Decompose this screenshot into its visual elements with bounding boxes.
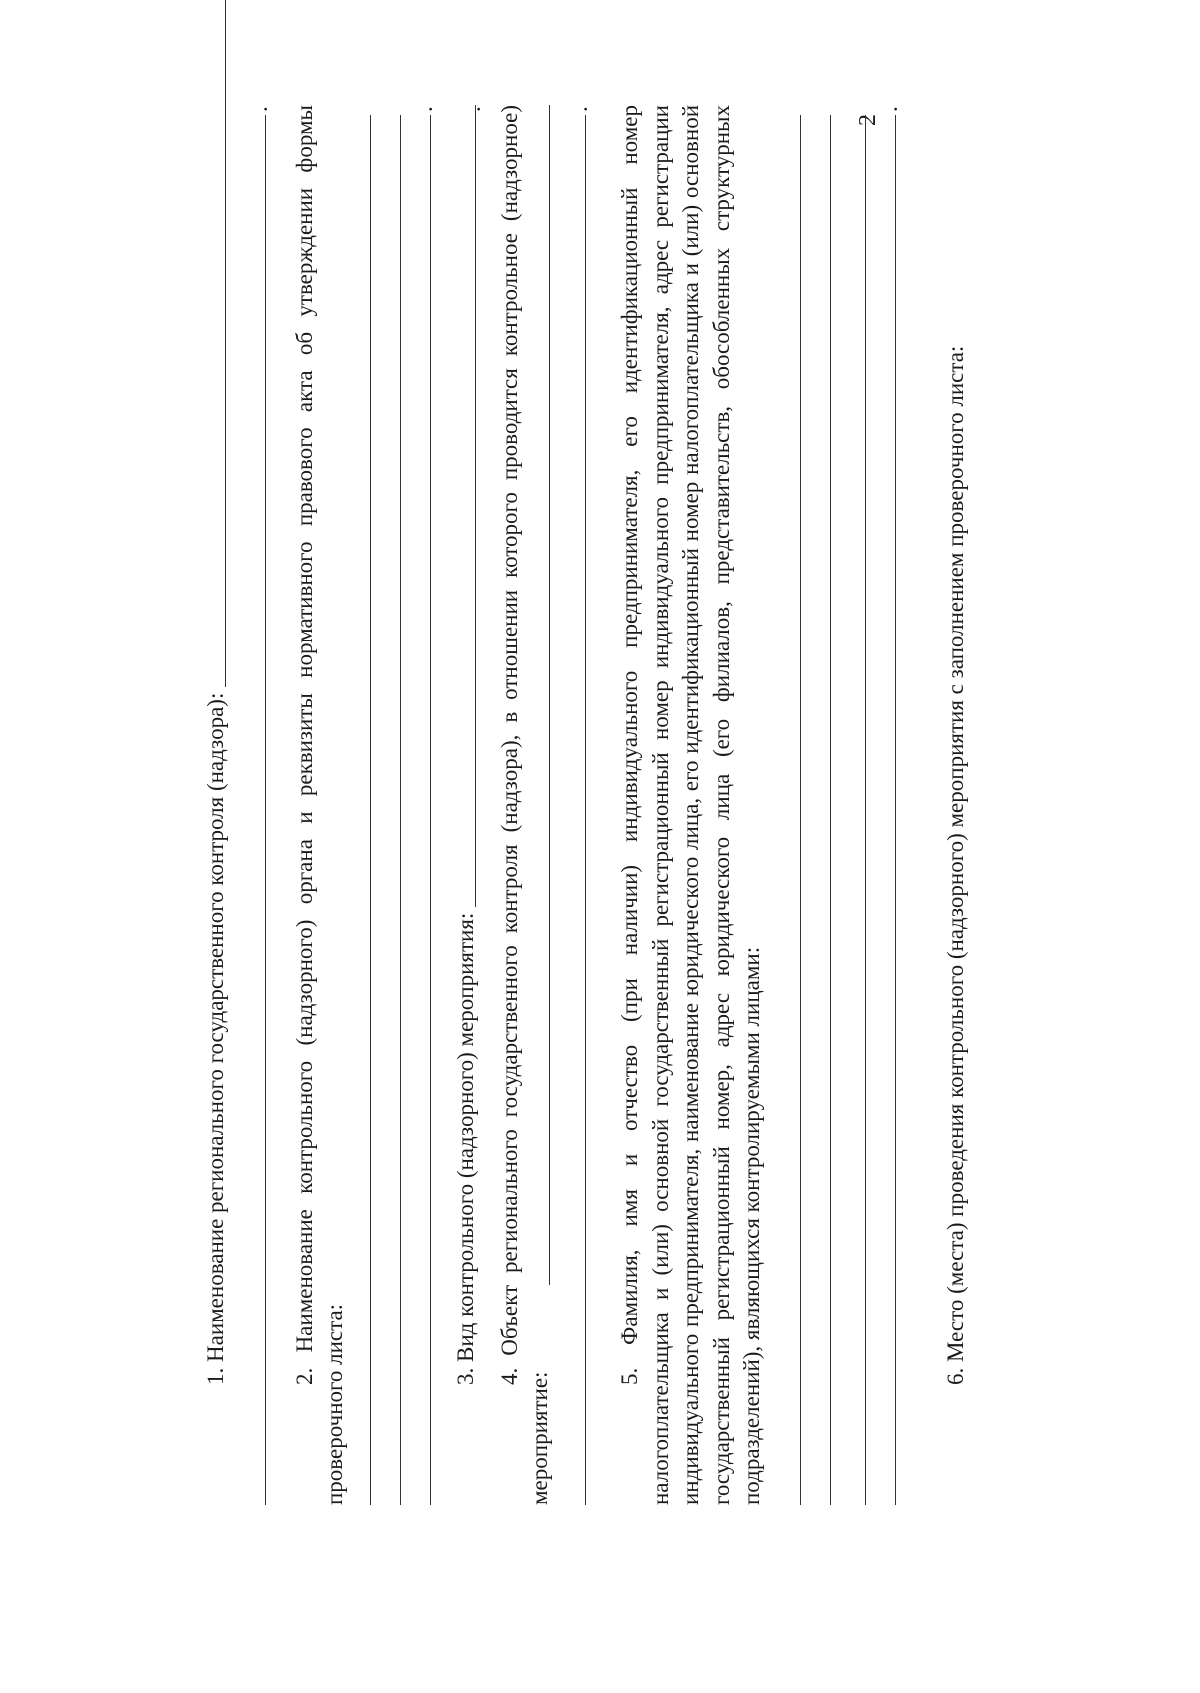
section-2-blank-line-3[interactable] <box>430 115 431 1505</box>
section-4-end-mark: . <box>567 106 592 112</box>
section-2-blank-line-2[interactable] <box>400 115 401 1505</box>
section-6-label: 6. Место (места) проведения контрольного (надзорного) мероприятия с заполнением проверочного листа: <box>943 345 968 1385</box>
section-1-blank-line[interactable] <box>265 115 266 1505</box>
section-5-blank-line-3[interactable] <box>865 115 866 1505</box>
rotated-form <box>200 105 1020 1505</box>
section-5-end-mark: . <box>877 106 902 112</box>
section-3-label: 3. Вид контрольного (надзорного) мероприятия: <box>453 912 478 1385</box>
section-5-blank-line-4[interactable] <box>895 115 896 1505</box>
section-1-line <box>200 0 231 1505</box>
section-1-label: 1. Наименование регионального государственного контроля (надзора): <box>203 692 228 1385</box>
section-3-end-mark: . <box>460 106 485 112</box>
section-1-end-mark: . <box>247 106 272 112</box>
section-5-blank-line-1[interactable] <box>800 115 801 1505</box>
section-5-blank-line-2[interactable] <box>830 115 831 1505</box>
section-4-paragraph: 4. Объект регионального государственного контроля (надзора), в отношении которого проводится контрольное (надзорное) мероприятие: <box>497 105 552 1505</box>
section-2-paragraph: 2. Наименование контрольного (надзорного) органа и реквизиты нормативного правового акта об утверждении формы проверочного листа: <box>292 105 347 1505</box>
section-6-line <box>940 0 971 1505</box>
page-number: 2 <box>855 114 881 126</box>
section-4-fill-line[interactable] <box>549 105 550 1285</box>
section-3-fill-line[interactable] <box>475 105 476 907</box>
section-5-paragraph: 5. Фамилия, имя и отчество (при наличии) индивидуального предпринимателя, его идентификационный номер налогоплательщика и (или) основной государственный регистрационный номер индивидуального предпринимателя, адрес регистрации индивидуального предпринимателя, наименование юридического лица, его идентификационный номер налогоплательщика и (или) основной государственный регистрационный номер, адрес юридического лица (его филиалов, представительств, обособленных структурных подразделений), являющихся контролируемыми лицами: <box>617 105 764 1505</box>
section-4-blank-line[interactable] <box>585 115 586 1505</box>
section-1-fill-line[interactable] <box>225 0 226 687</box>
section-3-line <box>450 105 485 1505</box>
section-2-blank-line-1[interactable] <box>370 115 371 1505</box>
section-2-end-mark: . <box>412 106 437 112</box>
